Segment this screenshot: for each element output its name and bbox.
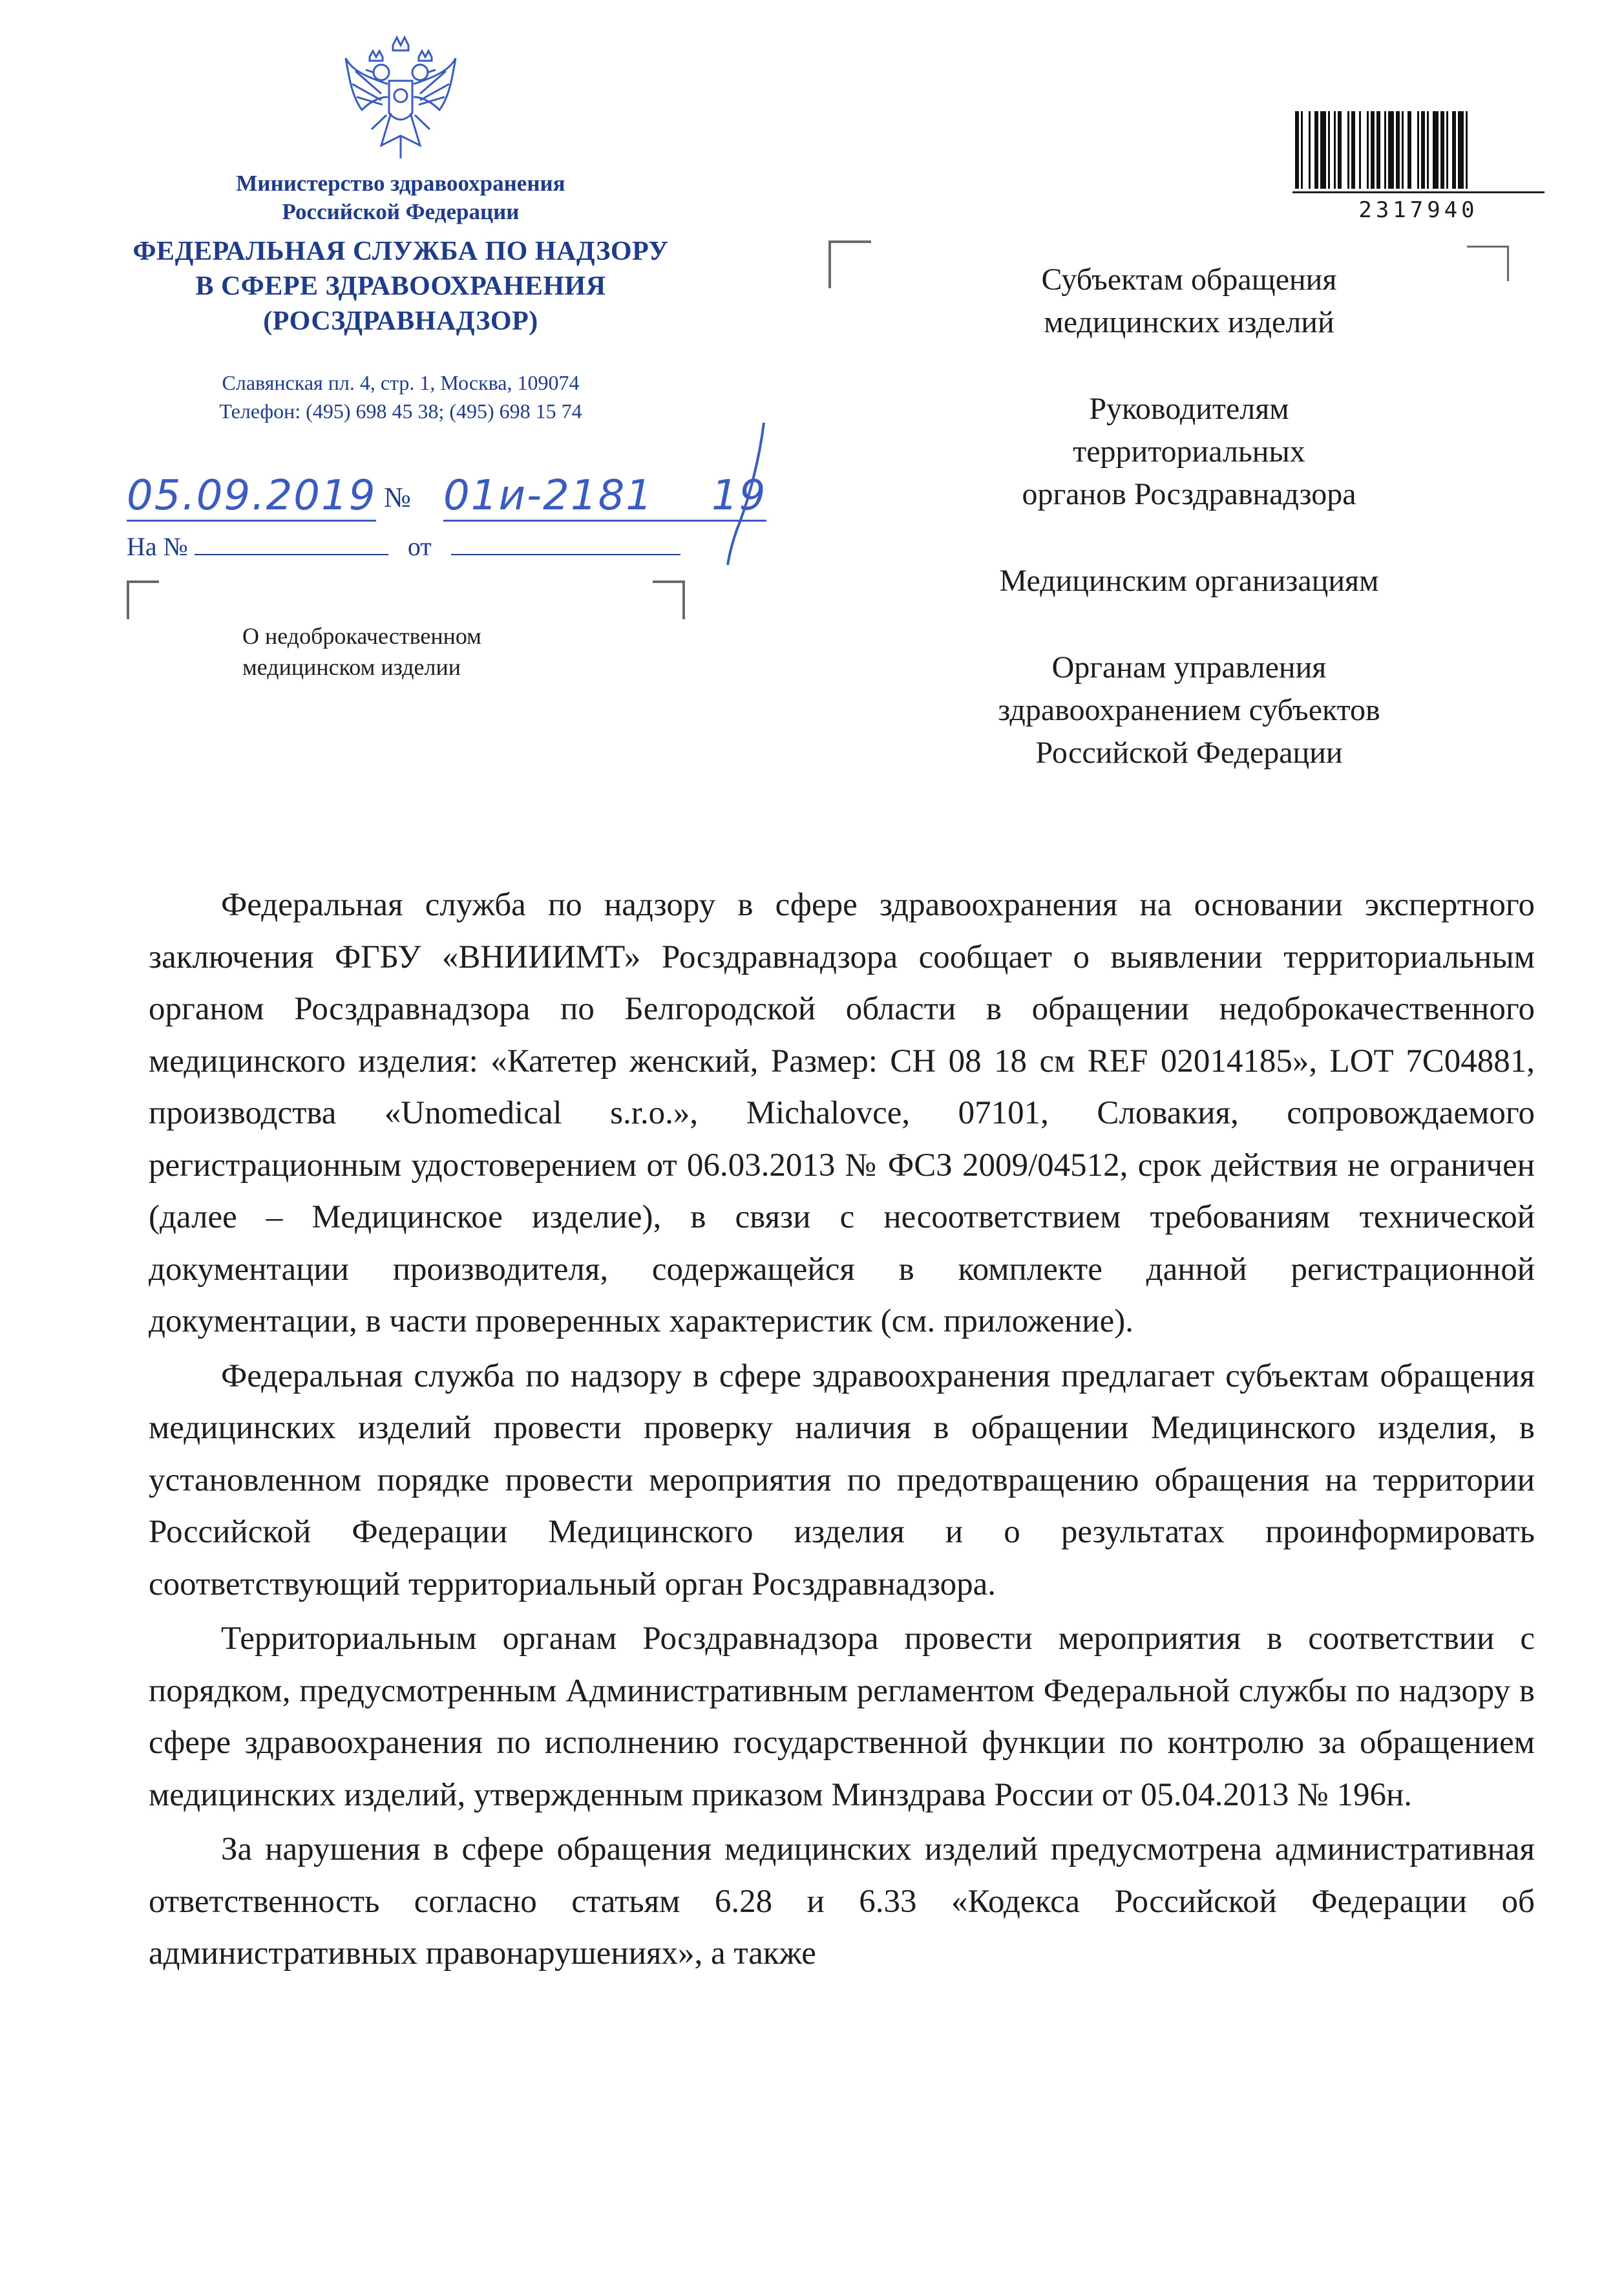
letter-subject — [242, 621, 481, 683]
corner-mark — [653, 580, 685, 619]
ministry-line: Министерство здравоохранения — [236, 171, 565, 196]
service-line: В СФЕРЕ ЗДРАВООХРАНЕНИЯ — [195, 271, 606, 301]
ref-number-blank — [195, 535, 388, 555]
body-paragraph: Территориальным органам Росздравнадзора провести мероприятия в соответствии с порядком, предусмотренным Административным регламентом Федеральной службы по надзору в сфере здравоохранения по исполнению государственной функции по контролю за обращением медицинских изделий, утвержденным приказом Минздрава России от 05.04.2013 № 196н. — [149, 1621, 1535, 1813]
service-line: ФЕДЕРАЛЬНАЯ СЛУЖБА ПО НАДЗОРУ — [132, 237, 669, 266]
recipient-group — [898, 560, 1480, 602]
subject-line: медицинском изделии — [242, 654, 461, 680]
ref-prefix: На № — [127, 532, 188, 561]
reference-line — [127, 531, 680, 562]
recipient-group — [898, 646, 1480, 774]
barcode-number: 2317940 — [1292, 191, 1544, 223]
ref-date-blank — [451, 535, 680, 555]
ministry-name — [97, 169, 704, 226]
handwritten-slash-icon — [724, 420, 769, 569]
recipient-group — [898, 259, 1480, 344]
body-paragraph: Федеральная служба по надзору в сфере здравоохранения на основании экспертного заключения ФГБУ «ВНИИИМТ» Росздравнадзора сообщает о выявлении территориальным органом Росздравнадзора по Белгородской области в обращении недоброкачественного медицинского изделия: «Катетер женский, Размер: СН 08 18 см REF 02014185», LOT 7С04881, производства «Unomedical s.r.o.», Michalovce, 07101, Словакия, сопровождаемого регистрационным удостоверением от 06.03.2013 № ФСЗ 2009/04512, срок действия не ограничен (далее – Медицинское изделие), в связи с несоответствием требованиям технической документации производителя, содержащейся в комплекте данной регистрационной документации, в части проверенных характеристик (см. приложение). — [149, 887, 1535, 1339]
registration-number-text: 01и-2181 — [443, 472, 653, 520]
recipient-line: здравоохранением субъектов — [998, 693, 1380, 727]
recipient-line: Российской Федерации — [1035, 736, 1343, 770]
ref-from: от — [407, 532, 432, 561]
letter-body — [149, 879, 1535, 1980]
registration-number — [443, 472, 766, 522]
body-paragraph: Федеральная служба по надзору в сфере здравоохранения предлагает субъектам обращения медицинских изделий провести проверку наличия в обращении Медицинского изделия, в установленном порядке провести мероприятия по предотвращению обращения на территории Российской Федерации Медицинского изделия и о результатах проинформировать соответствующий территориальный орган Росздравнадзора. — [149, 1357, 1535, 1602]
phone-line: Телефон: (495) 698 45 38; (495) 698 15 74 — [219, 399, 582, 423]
recipient-group — [898, 388, 1480, 516]
recipient-line: Органам управления — [1051, 650, 1327, 685]
registration-date: 05.09.2019 — [127, 472, 376, 522]
address-line: Славянская пл. 4, стр. 1, Москва, 109074 — [222, 371, 580, 394]
contact-address — [97, 368, 704, 425]
body-paragraph: За нарушения в сфере обращения медицинских изделий предусмотрена административная ответственность согласно статьям 6.28 и 6.33 «Кодекса Российской Федерации об административных правонарушениях», а также — [149, 1831, 1535, 1972]
barcode-bars — [1292, 111, 1544, 189]
service-line: (РОСЗДРАВНАДЗОР) — [263, 306, 538, 336]
corner-mark — [828, 240, 871, 288]
recipients-block — [898, 259, 1480, 818]
double-headed-eagle-emblem-icon — [336, 32, 465, 168]
ministry-line: Российской Федерации — [282, 199, 520, 224]
recipient-line: органов Росздравнадзора — [1022, 477, 1356, 511]
corner-mark — [127, 580, 159, 619]
subject-line: О недоброкачественном — [242, 623, 481, 649]
recipient-line: медицинских изделий — [1044, 305, 1334, 339]
number-sign: № — [384, 482, 411, 513]
recipient-line: Медицинским организациям — [999, 564, 1379, 598]
barcode — [1292, 111, 1544, 223]
recipient-line: территориальных — [1073, 434, 1305, 469]
recipient-line: Субъектам обращения — [1041, 262, 1337, 297]
registration-year-suffix: 19 — [712, 472, 767, 520]
recipient-line: Руководителям — [1089, 392, 1289, 426]
service-name — [97, 234, 704, 339]
